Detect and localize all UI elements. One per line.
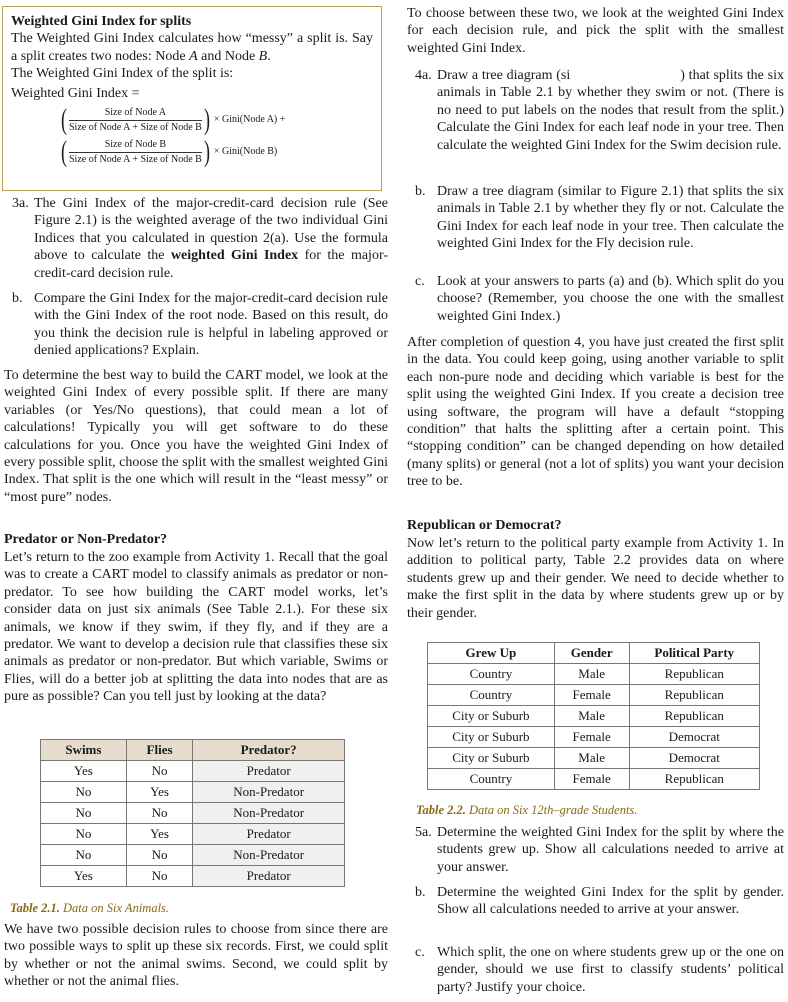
table-cell: Male [554,706,629,727]
question-4c [407,273,784,325]
box-period: . [267,48,271,64]
table-2-caption [416,802,637,819]
table-cell: Female [554,727,629,748]
box-line: and Node [197,48,259,64]
formula [59,103,373,169]
table-header: Political Party [629,643,759,664]
question-number: 5a. [415,825,432,840]
table-cell: Female [554,685,629,706]
question-3b [4,290,388,360]
fraction-denominator: Size of Node A + Size of Node B [69,121,202,133]
table-cell: No [126,845,193,866]
formula-gini-a: × Gini(Node A) + [213,114,286,126]
question-number: 3a. [12,196,29,211]
table-row [428,748,760,769]
table-cell: Republican [629,664,759,685]
question-text: Determine the weighted Gini Index for the split by where the students grew up. Show all calculations needed to arrive at your answer. [437,825,784,875]
table-cell: Country [428,685,555,706]
table-header: Swims [41,740,127,761]
table-cell: Country [428,664,555,685]
question-text: Determine the weighted Gini Index for the split by gender. Show all calculations needed to arrive at your answer. [437,885,784,918]
fraction-numerator: Size of Node B [69,139,202,153]
table-row [428,727,760,748]
table-1-caption [10,900,169,917]
question-text: The Gini Index of the major-credit-card decision rule (See Figure 2.1) is the weighted average of the two individual Gini Indices that you calculated in question 2(a). Use the formula above to calculate the [34,196,388,264]
table-cell: No [41,824,127,845]
table-row [41,761,345,782]
table-row [428,685,760,706]
table-header: Grew Up [428,643,555,664]
table-cell: City or Suburb [428,727,555,748]
question-5a [407,824,784,876]
fraction-numerator: Size of Node A [69,107,202,121]
table-cell: Democrat [629,727,759,748]
table-cell: Republican [629,769,759,790]
table-students [427,642,760,790]
table-row [428,706,760,727]
table-cell: Predator [193,761,345,782]
box-text [11,30,373,65]
heading-republican: Republican or Democrat? [407,518,562,533]
table-row [41,824,345,845]
heading-predator: Predator or Non-Predator? [4,532,168,547]
formula-lhs: Weighted Gini Index = [11,85,140,101]
paragraph-republican: Now let’s return to the political party example from Activity 1. In addition to political party, Table 2.2 provides data on where students grew up and their gender. We need to decide whether to make the first split in the data by where students grew up or by their gender. [407,536,784,621]
caption-text: Data on Six 12th–grade Students. [465,803,638,817]
table-animals [40,739,345,887]
question-4a [407,67,784,154]
table-header: Gender [554,643,629,664]
table-row [428,664,760,685]
caption-label: Table 2.2. [416,803,466,817]
table-cell: Yes [41,761,127,782]
paragraph-two-rules: We have two possible decision rules to choose from since there are two possible ways to split up these six records. First, we could split by whether or not the animal swims. Second, we could split by whether or not the animal flies. [4,922,388,990]
table-cell: Non-Predator [193,803,345,824]
table-cell: Male [554,748,629,769]
question-text: Draw a tree diagram (similar to Figure 2.1) that splits the six animals in Table 2.1 by whether they fly or not. Calculate the Gini Index for each leaf node in your tree. Then calculate the weighted Gini Index for the Fly decision rule. [437,184,784,252]
question-text: for the major-credit-card decision rule. [34,248,388,281]
table-cell: Non-Predator [193,845,345,866]
table-cell: Male [554,664,629,685]
table-cell: No [126,866,193,887]
paragraph-after: After completion of question 4, you have just created the first split in the data. You could keep going, using another variable to split each non-pure node and deciding which variable is best for the split using the weighted Gini Index. If you create a decision tree using software, the program will have a default “stopping condition” that halts the splitting after a certain point. This “stopping condition” can be changed depending on how detailed (many splits) or general (not a lot of splits) you want your decision tree to be. [407,335,784,490]
table-cell: Predator [193,866,345,887]
formula-gini-b: × Gini(Node B) [213,146,278,158]
question-text: Look at your answers to parts (a) and (b). Which split do you choose? (Remember, you choose the one with the smallest weighted Gini Index.) [437,274,784,324]
box-line: The Weighted Gini Index calculates how “messy” a split is. Say a split creates two nodes: Node [11,31,373,64]
question-5c [407,944,784,996]
table-header: Predator? [193,740,345,761]
box-line2: The Weighted Gini Index of the split is: [11,66,234,82]
question-number: b. [12,291,23,306]
paragraph-predator: Let’s return to the zoo example from Activity 1. Recall that the goal was to create a CART model to classify animals as predator or non-predator. To see how building the CART model works, let’s consider data on just six animals (See Table 2.1.). For these six animals, we know if they swim, if they fly, and if they are a predator. We want to develop a decision rule that classifies these six animals as predator or non-predator. But which variable, Swims or Flies, will do a better job at splitting the data into nodes that are as pure as possible? Can you tell just by looking at the data? [4,550,388,705]
question-5b [407,884,784,919]
table-cell: City or Suburb [428,748,555,769]
question-number: c. [415,945,425,960]
table-cell: Democrat [629,748,759,769]
bold-term: weighted Gini Index [170,248,299,264]
question-text: Draw a tree diagram (si [437,68,571,83]
formula-term-a: ( $\frac{\text{Size of Node A}}{\text{Size of Node A + Size of Node B}}$ ) × Gini(Node A) + [61,103,286,137]
question-4b [407,183,784,253]
table-cell: No [41,845,127,866]
paragraph-choose: To choose between these two, we look at the weighted Gini Index for each decision rule, and pick the split with the smallest weighted Gini Index. [407,6,784,56]
table-cell: City or Suburb [428,706,555,727]
table-cell: Yes [126,824,193,845]
paragraph-cart: To determine the best way to build the CART model, we look at the weighted Gini Index of every possible split. If there are many variables (or Yes/No questions), that could mean a lot of calculations! Typically you will get software to do these calculations for you. Once you have the weighted Gini Index of every possible split, choose the split with the smallest weighted Gini Index. That split is the one which will result in the “least messy” or “most pure” nodes. [4,368,388,505]
question-number: 4a. [415,68,432,83]
table-cell: Republican [629,685,759,706]
table-cell: Female [554,769,629,790]
table-cell: Yes [126,782,193,803]
weighted-gini-box [2,6,382,191]
question-text: Compare the Gini Index for the major-credit-card decision rule with the Gini Index of the root node. Based on this result, do you think the decision rule is helpful in labeling approved or denied applications? Explain. [34,291,388,359]
node-a: A [189,48,198,64]
table-row [428,769,760,790]
table-row [41,803,345,824]
question-3a [4,195,388,282]
question-number: b. [415,885,426,900]
table-cell: No [126,761,193,782]
table-cell: Republican [629,706,759,727]
table-header: Flies [126,740,193,761]
question-text: Which split, the one on where students grew up or the one on gender, should we use first to classify students’ political party? Justify your choice. [437,945,784,995]
table-row [41,782,345,803]
node-b: B [258,48,268,64]
fraction-denominator: Size of Node A + Size of Node B [69,153,202,165]
table-cell: Non-Predator [193,782,345,803]
caption-label: Table 2.1. [10,901,60,915]
table-row [41,866,345,887]
table-cell: Country [428,769,555,790]
table-cell: Predator [193,824,345,845]
question-number: c. [415,274,425,289]
table-cell: Yes [41,866,127,887]
formula-term-b: ( $\frac{\text{Size of Node B}}{\text{Size of Node A + Size of Node B}}$ ) × Gini(Node B) [61,135,278,169]
question-number: b. [415,184,426,199]
table-cell: No [41,782,127,803]
table-row [41,845,345,866]
table-cell: No [126,803,193,824]
caption-text: Data on Six Animals. [59,901,170,915]
question-text: ) that splits the six animals in Table 2.1 by whether they swim or not. (There is no need to put labels on the nodes that result from the split.) Calculate the Gini Index for each leaf node in your tree. Then calculate the weighted Gini Index for the Swim decision rule. [437,68,784,153]
table-cell: No [41,803,127,824]
box-title: Weighted Gini Index for splits [11,14,192,29]
